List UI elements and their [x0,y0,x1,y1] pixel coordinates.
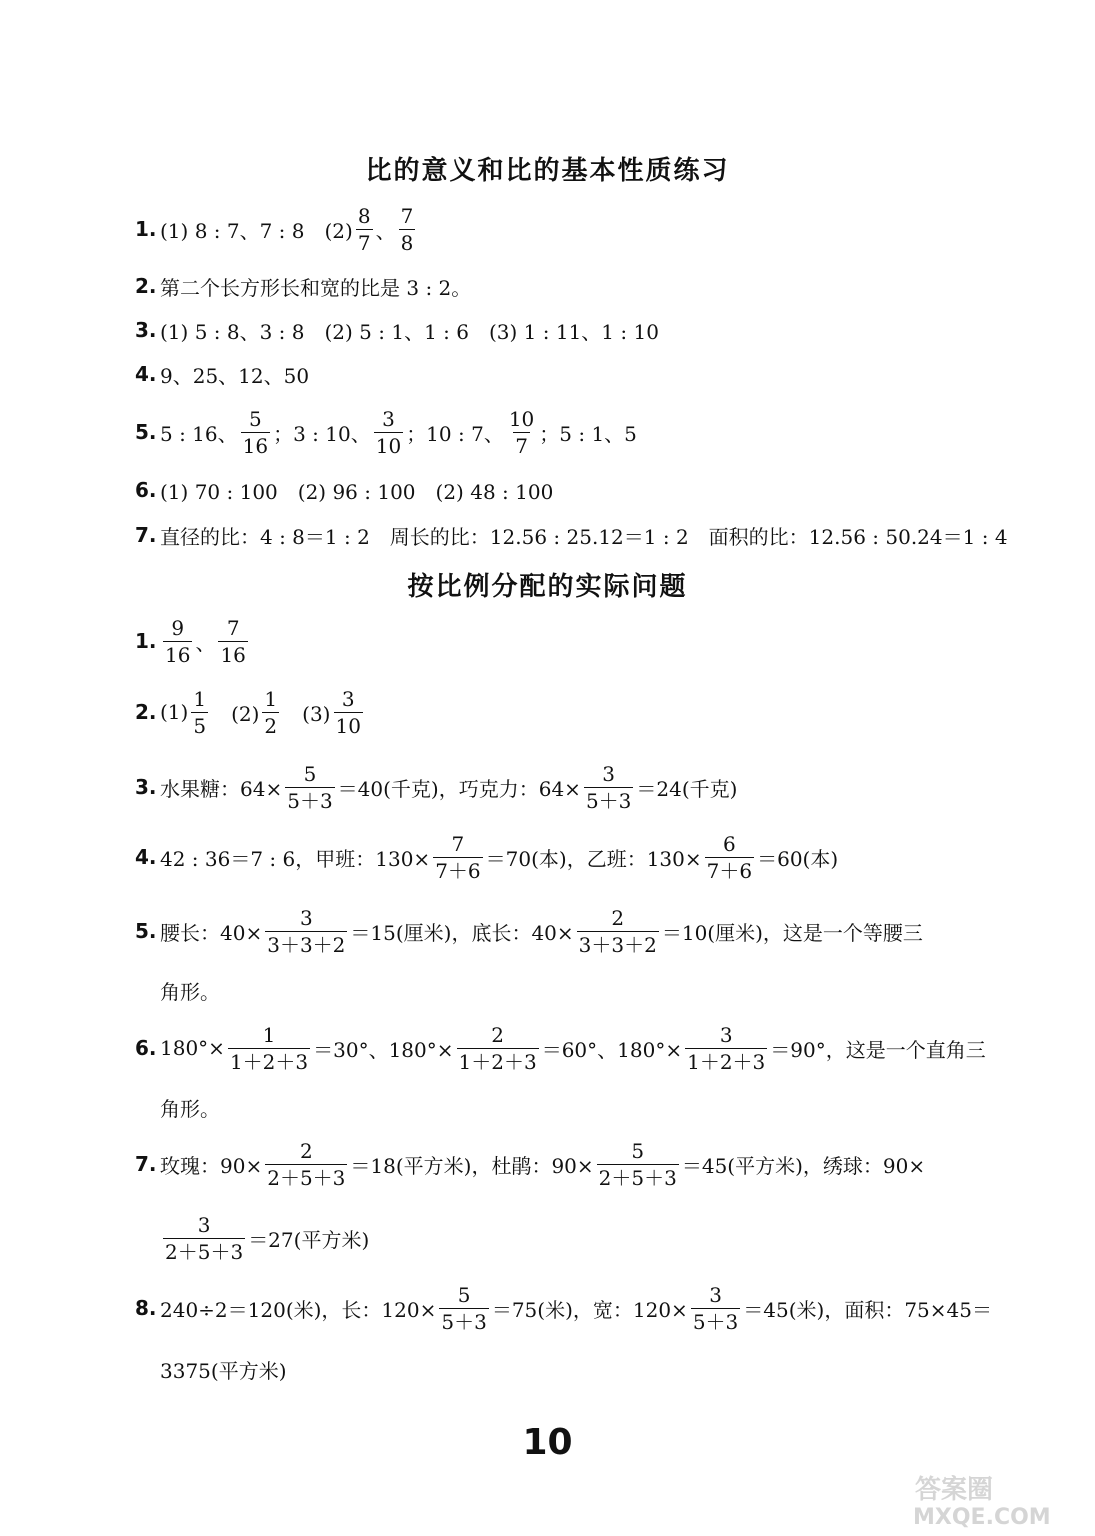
answer-text: 玫瑰：90× [160,1153,263,1178]
fraction-numerator: 3 [299,905,313,930]
section1-title: 比的意义和比的基本性质练习 [365,156,730,186]
fraction-denominator: 5＋3 [441,1309,487,1334]
fraction [577,905,659,957]
fraction-numerator: 6 [723,831,736,856]
fraction-denominator: 7＋6 [706,858,753,883]
answer-text: ＝60°、180°× [541,1037,683,1062]
fraction [241,406,270,458]
item-number: 3. [135,318,157,342]
answer-text: 9、25、12、50 [160,363,310,388]
answer-text: 直径的比：4 : 8＝1 : 2 周长的比：12.56 : 25.12＝1 : 2 面积的比：12.56 : 50.24＝1 : 4 [160,524,1008,549]
answer-text: ＝70(本)，乙班：130× [485,846,702,871]
answer-text: ；3 : 10、 [273,421,371,446]
fraction-denominator: 3＋3＋2 [578,932,657,957]
fraction [685,1022,767,1074]
fraction-denominator: 5 [193,713,207,738]
fraction-denominator: 3＋3＋2 [267,932,346,957]
fraction [399,203,416,255]
answer-text: 180°× [160,1036,225,1060]
svg-text:答案圈: 答案圈 [915,1475,994,1505]
fraction [163,1212,245,1264]
answer-text: 3375(平方米) [160,1358,287,1383]
item-number: 7. [135,1152,157,1176]
fraction-numerator: 3 [382,406,395,431]
fraction-numerator: 3 [197,1212,211,1237]
fraction [374,406,403,458]
fraction-numerator: 5 [249,406,262,431]
fraction-numerator: 7 [400,203,414,228]
fraction [265,1138,347,1190]
answer-text: ＝60(本) [757,846,839,871]
fraction-denominator: 1＋2＋3 [229,1049,309,1074]
fraction-numerator: 5 [303,761,317,786]
answer-item [135,606,251,676]
fraction-numerator: 10 [508,406,535,431]
answer-text: ＝18(平方米)，杜鹃：90× [350,1153,594,1178]
fraction-numerator: 2 [611,905,625,930]
fraction-numerator: 3 [341,686,355,711]
fraction-numerator: 1 [193,686,207,711]
fraction [457,1022,539,1074]
fraction-denominator: 8 [400,230,414,255]
item-number: 8. [135,1296,157,1320]
fraction-numerator: 7 [451,831,465,856]
fraction [691,1282,740,1334]
fraction [265,905,347,957]
fraction [262,686,279,738]
answer-text: 、 [375,218,396,243]
svg-text:MXQE.COM: MXQE.COM [913,1505,1051,1530]
fraction-denominator: 1＋2＋3 [458,1049,537,1074]
fraction-numerator: 9 [171,615,185,640]
fraction-numerator: 3 [719,1022,733,1047]
answer-text: ＝45(平方米)，绣球：90× [681,1153,926,1178]
answer-text: 角形。 [160,979,220,1004]
watermark-logo [905,1470,1085,1530]
fraction-numerator: 5 [457,1282,471,1307]
fraction-numerator: 5 [631,1138,645,1163]
fraction [334,686,363,738]
fraction-denominator: 5＋3 [692,1309,739,1334]
fraction [597,1138,679,1190]
fraction-denominator: 2＋5＋3 [267,1165,346,1190]
answer-text: ＝45(米)，面积：75×45＝ [743,1297,992,1322]
page-number: 10 [522,1422,573,1463]
answer-text: ＝75(米)，宽：120× [491,1297,688,1322]
fraction [228,1022,310,1074]
fraction-denominator: 10 [335,713,361,738]
answer-text: 腰长：40× [160,920,263,945]
answer-text: 角形。 [160,1096,220,1121]
answer-item [135,822,838,892]
answer-text: ＝27(平方米) [248,1227,370,1252]
fraction-denominator: 10 [375,433,402,458]
fraction-numerator: 2 [491,1022,504,1047]
answer-text: 第二个长方形长和宽的比是 3 : 2。 [160,275,472,300]
fraction [218,615,247,667]
item-number: 1. [135,217,157,241]
answer-text: ＝40(千克)，巧克力：64× [337,776,581,801]
answer-continuation [160,1203,369,1273]
fraction-denominator: 1＋2＋3 [687,1049,766,1074]
answer-text: (3) [282,701,331,726]
answer-text: (1) 70 : 100 (2) 96 : 100 (2) 48 : 100 [160,479,554,504]
answer-text: ；10 : 7、 [406,421,504,446]
item-number: 5. [135,919,157,943]
item-number: 2. [135,700,157,724]
fraction-denominator: 7＋6 [435,858,481,883]
fraction [584,761,633,813]
answer-text: 240÷2＝120(米)，长：120× [160,1297,437,1322]
answer-continuation [160,1334,287,1404]
fraction [507,406,536,458]
answer-text: ＝30°、180°× [313,1037,454,1062]
fraction-denominator: 16 [242,433,269,458]
item-number: 4. [135,362,157,386]
fraction [356,203,373,255]
answer-text: ＝24(千克) [636,776,738,801]
fraction-denominator: 5＋3 [287,788,333,813]
answer-text: ＝10(厘米)，这是一个等腰三 [661,920,923,945]
fraction-denominator: 16 [165,642,191,667]
fraction-numerator: 7 [226,615,240,640]
item-number: 4. [135,845,157,869]
fraction-denominator: 2 [264,713,278,738]
answer-item [135,1273,992,1343]
fraction-denominator: 7 [357,230,371,255]
fraction-denominator: 16 [220,642,246,667]
answer-text: 42 : 36＝7 : 6，甲班：130× [160,846,431,871]
answer-text: (1) [160,700,189,724]
answer-text: ；5 : 1、5 [539,421,637,446]
answer-text: ＝15(厘米)，底长：40× [350,920,574,945]
fraction-denominator: 7 [515,433,528,458]
answer-text: (1) 8 : 7、7 : 8 (2) [160,218,353,243]
item-number: 6. [135,1036,157,1060]
item-number: 1. [135,629,157,653]
answer-text: 、 [195,630,216,655]
answer-text: 水果糖：64× [160,776,283,801]
fraction-numerator: 3 [602,761,616,786]
fraction-denominator: 5＋3 [585,788,632,813]
item-number: 6. [135,478,157,502]
fraction-numerator: 1 [264,686,278,711]
answer-item [135,896,923,966]
fraction-denominator: 2＋5＋3 [165,1239,244,1264]
fraction-numerator: 3 [709,1282,722,1307]
fraction-numerator: 8 [357,203,371,228]
answer-text: (1) 5 : 8、3 : 8 (2) 5 : 1、1 : 6 (3) 1 : 11、1 : 10 [160,319,659,344]
fraction [163,615,192,667]
item-number: 7. [135,523,157,547]
item-number: 3. [135,775,157,799]
answer-item [135,500,1008,570]
fraction [191,686,208,738]
section2-title: 按比例分配的实际问题 [407,572,688,602]
fraction [439,1282,488,1334]
answer-text: (2) [211,701,260,726]
answer-item [135,752,737,822]
item-number: 5. [135,420,157,444]
fraction [285,761,334,813]
fraction [433,831,482,883]
fraction-denominator: 2＋5＋3 [598,1165,677,1190]
answer-text: 5 : 16、 [160,421,238,446]
fraction [705,831,754,883]
answer-item [135,1129,925,1199]
answer-text: ＝90°，这是一个直角三 [770,1037,986,1062]
fraction-numerator: 1 [262,1022,276,1047]
answer-item [135,677,366,747]
answer-item [135,1013,986,1083]
fraction-numerator: 2 [299,1138,313,1163]
item-number: 2. [135,274,157,298]
